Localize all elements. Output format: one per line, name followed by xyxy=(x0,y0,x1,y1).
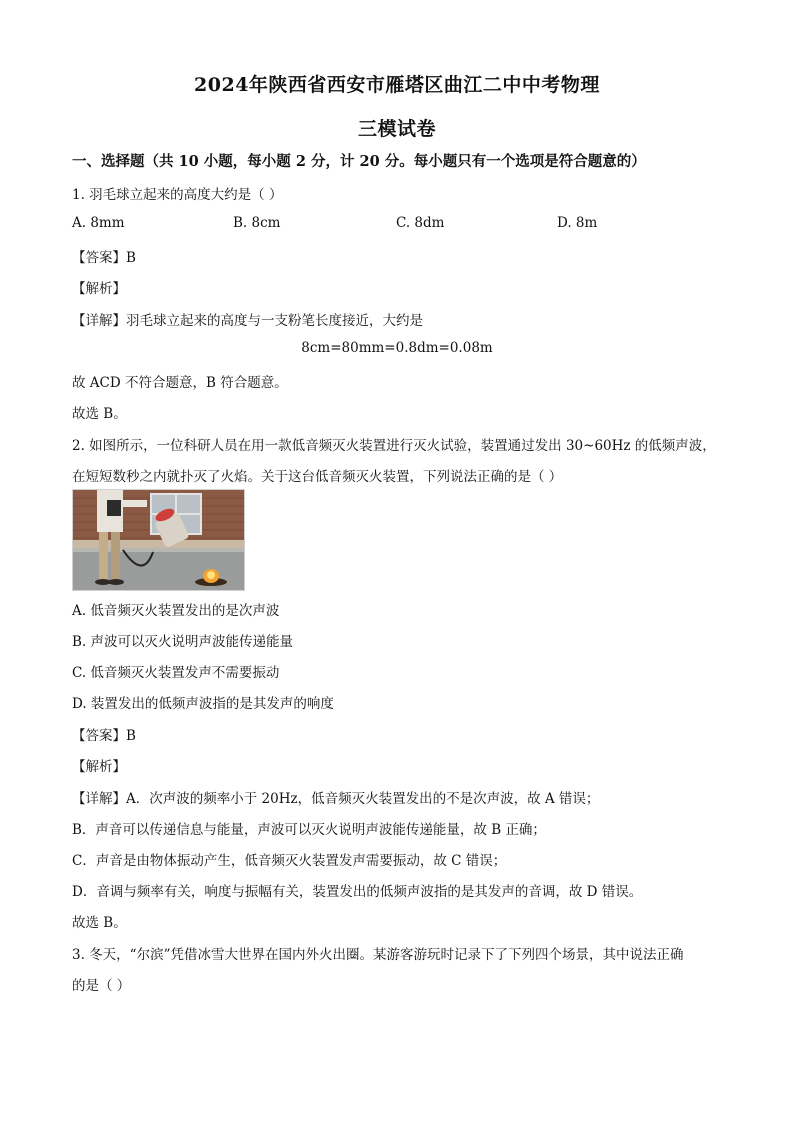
q2-option-a: A. 低音频灭火装置发出的是次声波 xyxy=(72,603,280,619)
q2-detail-a: 【详解】A．次声波的频率小于 20Hz，低音频灭火装置发出的不是次声波，故 A 错误； xyxy=(72,791,600,807)
q1-note: 故 ACD 不符合题意，B 符合题意。 xyxy=(72,375,288,391)
fire-experiment-image xyxy=(73,490,244,590)
q1-option-d: D. 8m xyxy=(557,215,598,231)
q3-stem-line2: 的是（ ） xyxy=(72,978,131,994)
section-heading: 一、选择题（共 10 小题，每小题 2 分，计 20 分。每小题只有一个选项是符合题意的） xyxy=(72,153,646,170)
q2-detail-d: D．音调与频率有关，响度与振幅有关，装置发出的低频声波指的是其发声的音调，故 D 错误。 xyxy=(72,884,643,900)
q2-option-d: D. 装置发出的低频声波指的是其发声的响度 xyxy=(72,696,334,712)
q2-detail-b: B．声音可以传递信息与能量，声波可以灭火说明声波能传递能量，故 B 正确； xyxy=(72,822,546,838)
q2-analysis-label: 【解析】 xyxy=(72,759,126,775)
q2-option-b: B. 声波可以灭火说明声波能传递能量 xyxy=(72,634,294,650)
q2-photo xyxy=(72,489,245,591)
q2-option-c: C. 低音频灭火装置发声不需要振动 xyxy=(72,665,280,681)
q1-answer: 【答案】B xyxy=(72,250,136,266)
q2-answer: 【答案】B xyxy=(72,728,136,744)
q1-analysis-label: 【解析】 xyxy=(72,281,126,297)
exam-subtitle: 三模试卷 xyxy=(357,118,436,140)
q1-option-a: A. 8mm xyxy=(72,215,125,231)
q1-stem: 1. 羽毛球立起来的高度大约是（ ） xyxy=(72,187,283,203)
exam-title: 2024年陕西省西安市雁塔区曲江二中中考物理 xyxy=(194,74,600,96)
q1-option-c: C. 8dm xyxy=(396,215,445,231)
q1-conclusion: 故选 B。 xyxy=(72,406,127,422)
q2-stem-line1: 2. 如图所示，一位科研人员在用一款低音频灭火装置进行灭火试验，装置通过发出 30~60Hz 的低频声波， xyxy=(72,438,716,454)
q2-conclusion: 故选 B。 xyxy=(72,915,127,931)
q3-stem-line1: 3. 冬天，“尔滨”凭借冰雪大世界在国内外火出圈。某游客游玩时记录下了下列四个场景，其中说法正确 xyxy=(72,947,684,963)
q1-formula: 8cm=80mm=0.8dm=0.08m xyxy=(301,340,493,356)
q1-option-b: B. 8cm xyxy=(233,215,281,231)
q2-stem-line2: 在短短数秒之内就扑灭了火焰。关于这台低音频灭火装置，下列说法正确的是（ ） xyxy=(72,469,563,485)
q2-detail-c: C．声音是由物体振动产生，低音频灭火装置发声需要振动，故 C 错误； xyxy=(72,853,507,869)
q1-detail: 【详解】羽毛球立起来的高度与一支粉笔长度接近，大约是 xyxy=(72,313,423,329)
